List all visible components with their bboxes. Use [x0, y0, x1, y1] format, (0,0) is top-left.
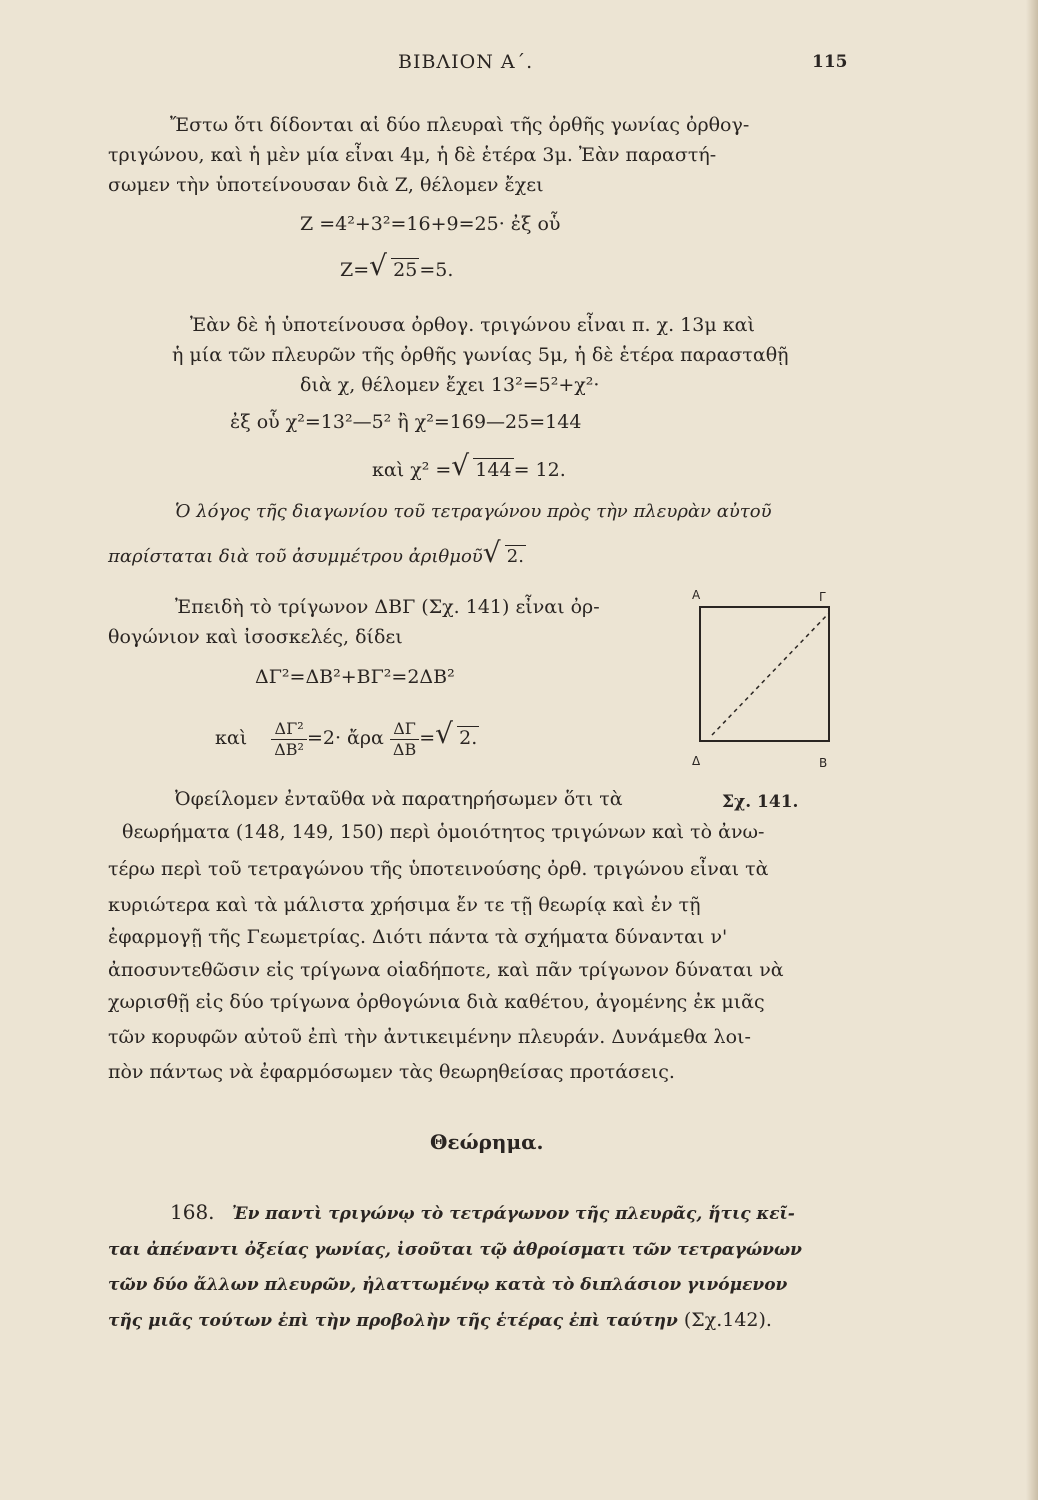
p2-line3: διὰ χ, θέλομεν ἔχει 13²=5²+χ²· [300, 374, 600, 396]
p3-equation2: καὶ $\frac{\text{ΔΓ²}}{\text{ΔΒ²}}$ =2· ἄρα $\frac{\Delta\Gamma}{\Delta B}$ =√ 2. [215, 718, 479, 760]
p3-line2: θογώνιον καὶ ἰσοσκελές, δίδει [108, 626, 403, 648]
p4-line3: τέρω περὶ τοῦ τετραγώνου τῆς ὑποτεινούσης ὀρθ. τριγώνου εἶναι τὰ [108, 858, 769, 880]
p4-line1: Ὀφείλομεν ἐνταῦθα νὰ παρατηρήσωμεν ὅτι τὰ [175, 788, 623, 810]
p1-line3: σωμεν τὴν ὑποτείνουσαν διὰ Ζ, θέλομεν ἔχει [108, 174, 544, 196]
figure-caption: Σχ. 141. [722, 792, 799, 812]
p4-line9: πὸν πάντως νὰ ἐφαρμόσωμεν τὰς θεωρηθείσας προτάσεις. [108, 1061, 675, 1083]
p1-equation1: Ζ =4²+3²=16+9=25· ἐξ οὗ [300, 213, 561, 235]
p1-equation2: Ζ=√ 25 =5. [340, 258, 453, 282]
square-outline [700, 607, 829, 741]
p4-line7: χωρισθῇ εἰς δύο τρίγωνα ὀρθογώνια διὰ καθέτου, ἀγομένης ἐκ μιᾶς [108, 991, 765, 1013]
p2-line2: ἡ μία τῶν πλευρῶν τῆς ὀρθῆς γωνίας 5μ, ἡ δὲ ἑτέρα παρασταθῇ [172, 344, 789, 366]
theorem-heading: Θεώρημα. [430, 1130, 544, 1154]
diagonal-dg [712, 613, 829, 735]
figure-label-d: Δ [692, 754, 701, 768]
running-header-title: ΒΙΒΛΙΟΝ Α΄. [398, 51, 534, 73]
statement-line1: Ὁ λόγος τῆς διαγωνίου τοῦ τετραγώνου πρὸς τὴν πλευρὰν αὐτοῦ [175, 501, 772, 522]
p4-line5: ἐφαρμογῇ τῆς Γεωμετρίας. Διότι πάντα τὰ σχήματα δύνανται ν' [108, 926, 728, 948]
sqrt-sign: √ 25 [369, 258, 419, 282]
statement-line2: παρίσταται διὰ τοῦ ἀσυμμέτρου ἀριθμοῦ√ 2. [108, 545, 526, 569]
p4-line2: θεωρήματα (148, 149, 150) περὶ ὁμοιότητος τριγώνων καὶ τὸ ἀνω- [122, 821, 765, 843]
figure-label-g: Γ [819, 590, 826, 604]
figure-label-b: Β [819, 756, 828, 770]
theorem-line4: τῆς μιᾶς τούτων ἐπὶ τὴν προβολὴν τῆς ἑτέρας ἐπὶ ταύτην (Σχ.142). [108, 1309, 772, 1331]
theorem-line1: Ἐν παντὶ τριγώνῳ τὸ τετράγωνον τῆς πλευρᾶς, ἥτις κεῖ- [232, 1204, 795, 1224]
sqrt-sign: √ 2. [483, 545, 526, 569]
page-number: 115 [812, 52, 848, 72]
p2-equation2: καὶ χ² =√ 144 = 12. [372, 458, 566, 482]
figure-141 [688, 585, 838, 770]
theorem-line2: ται ἀπέναντι ὀξείας γωνίας, ἰσοῦται τῷ ἀθροίσματι τῶν τετραγώνων [108, 1240, 802, 1260]
p3-equation1: ΔΓ²=ΔΒ²+ΒΓ²=2ΔΒ² [255, 666, 455, 688]
theorem-number: 168. [170, 1200, 215, 1224]
figure-label-a: Α [692, 588, 701, 602]
p4-line6: ἀποσυντεθῶσιν εἰς τρίγωνα οἱαδήποτε, καὶ πᾶν τρίγωνον δύναται νὰ [108, 959, 784, 981]
p2-equation1: ἐξ οὗ χ²=13²—5² ἢ χ²=169—25=144 [230, 411, 582, 433]
p2-line1: Ἐὰν δὲ ἡ ὑποτείνουσα ὀρθογ. τριγώνου εἶναι π. χ. 13μ καὶ [190, 314, 755, 336]
sqrt-sign: √ 144 [451, 458, 513, 482]
page-edge [1026, 0, 1038, 1500]
p1-line2: τριγώνου, καὶ ἡ μὲν μία εἶναι 4μ, ἡ δὲ ἑτέρα 3μ. Ἐὰν παραστή- [108, 144, 717, 166]
theorem-line3: τῶν δύο ἄλλων πλευρῶν, ἠλαττωμένῳ κατὰ τὸ διπλάσιον γινόμενον [108, 1275, 788, 1295]
fraction-dg-db: $\frac{\Delta\Gamma}{\Delta B}$ [390, 719, 419, 760]
p4-line8: τῶν κορυφῶν αὐτοῦ ἐπὶ τὴν ἀντικειμένην πλευράν. Δυνάμεθα λοι- [108, 1026, 751, 1048]
p3-line1: Ἐπειδὴ τὸ τρίγωνον ΔΒΓ (Σχ. 141) εἶναι ὀρ- [175, 596, 600, 618]
p4-line4: κυριώτερα καὶ τὰ μάλιστα χρήσιμα ἔν τε τῇ θεωρίᾳ καὶ ἐν τῇ [108, 894, 701, 916]
p1-line1: Ἔστω ὅτι δίδονται αἱ δύο πλευραὶ τῆς ὀρθῆς γωνίας ὀρθογ- [170, 114, 750, 136]
fraction-dg2-db2: $\frac{\text{ΔΓ²}}{\text{ΔΒ²}}$ [271, 719, 307, 760]
sqrt-sign: √ 2. [435, 718, 479, 758]
